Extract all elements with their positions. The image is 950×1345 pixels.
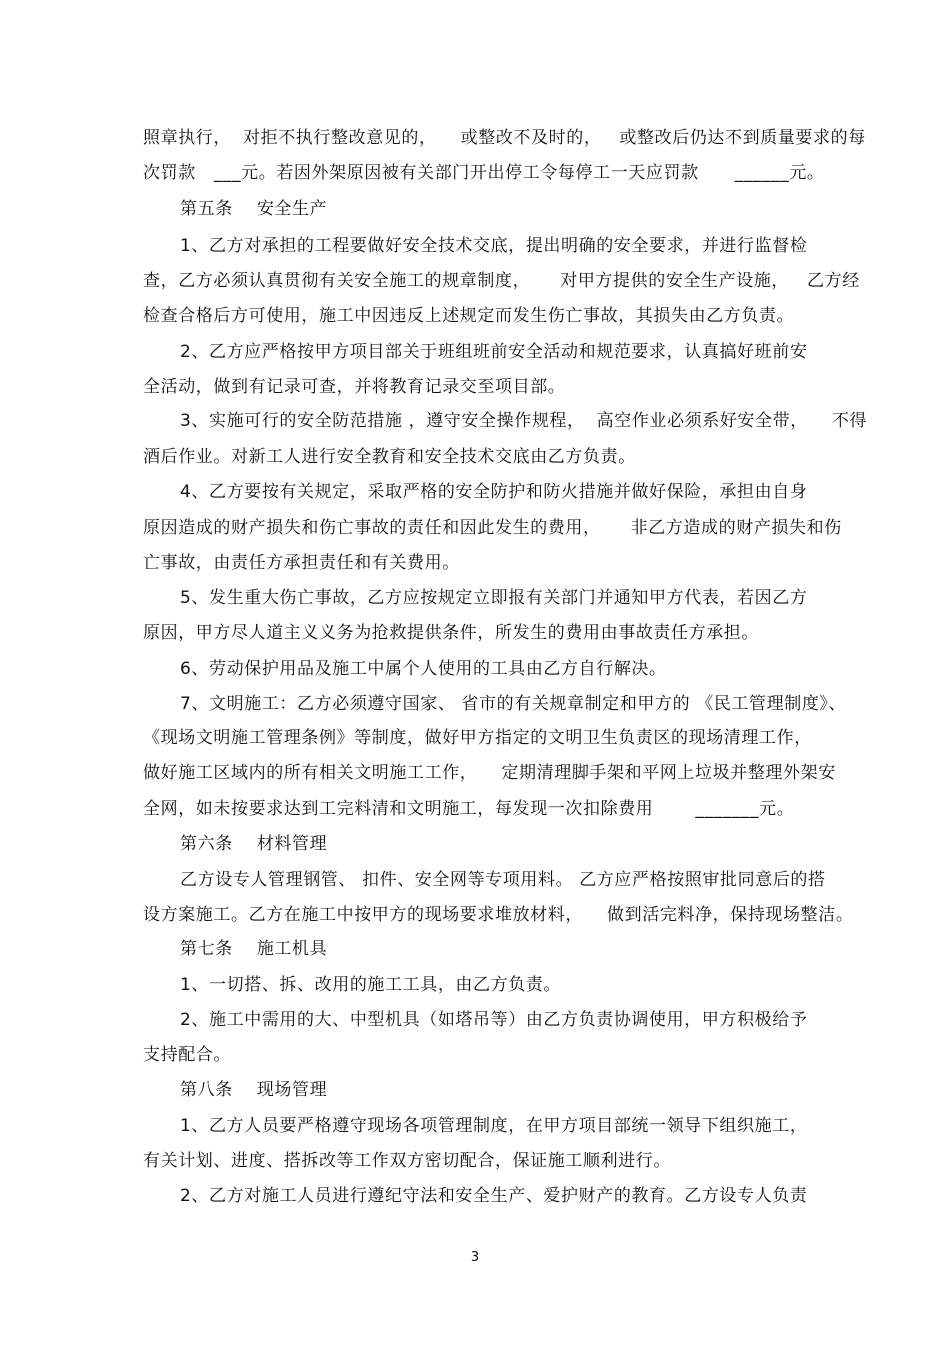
text-line: 设方案施工。乙方在施工中按甲方的现场要求堆放材料， 做到活完料净，保持现场整洁。: [143, 905, 854, 925]
text-line: 检查合格后方可使用，施工中因违反上述规定而发生伤亡事故，其损失由乙方负责。: [143, 306, 795, 326]
text-line: 原因造成的财产损失和伤亡事故的责任和因此发生的费用， 非乙方造成的财产损失和伤: [143, 518, 842, 538]
text-line: 乙方设专人管理钢管、 扣件、安全网等专项用料。 乙方应严格按照审批同意后的搭: [180, 870, 826, 890]
text-line: 4、乙方要按有关规定，采取严格的安全防护和防火措施并做好保险，承担由自身: [180, 482, 808, 502]
article-heading: 第八条 现场管理: [180, 1080, 328, 1100]
text-line: 2、乙方对施工人员进行遵纪守法和安全生产、爱护财产的教育。乙方设专人负责: [180, 1186, 808, 1206]
text-line: 1、乙方人员要严格遵守现场各项管理制度，在甲方项目部统一领导下组织施工，: [180, 1116, 808, 1136]
text-line: 次罚款 ___元。若因外架原因被有关部门开出停工令每停工一天应罚款 ______元。: [143, 163, 825, 183]
text-line: 《现场文明施工管理条例》等制度，做好甲方指定的文明卫生负责区的现场清理工作，: [143, 728, 812, 748]
text-line: 照章执行， 对拒不执行整改意见的， 或整改不及时的， 或整改后仍达不到质量要求的每: [143, 128, 866, 148]
article-heading: 第七条 施工机具: [180, 939, 328, 959]
text-line: 1、一切搭、拆、改用的施工工具，由乙方负责。: [180, 975, 562, 995]
text-line: 亡事故，由责任方承担责任和有关费用。: [143, 553, 460, 573]
text-line: 做好施工区域内的所有相关文明施工工作， 定期清理脚手架和平网上垃圾并整理外架安: [143, 763, 836, 783]
text-line: 查，乙方必须认真贯彻有关安全施工的规章制度， 对甲方提供的安全生产设施， 乙方经: [143, 271, 860, 291]
text-line: 全网，如未按要求达到工完料清和文明施工，每发现一次扣除费用 _______元。: [143, 799, 795, 819]
text-line: 1、乙方对承担的工程要做好安全技术交底，提出明确的安全要求，并进行监督检: [180, 236, 808, 256]
article-heading: 第五条 安全生产: [180, 199, 328, 219]
text-line: 7、文明施工：乙方必须遵守国家、 省市的有关规章制定和甲方的 《民工管理制度》、: [180, 694, 847, 714]
article-heading: 第六条 材料管理: [180, 834, 328, 854]
text-line: 全活动，做到有记录可查，并将教育记录交至项目部。: [143, 377, 566, 397]
text-line: 5、发生重大伤亡事故，乙方应按规定立即报有关部门并通知甲方代表，若因乙方: [180, 588, 808, 608]
text-line: 酒后作业。对新工人进行安全教育和安全技术交底由乙方负责。: [143, 447, 636, 467]
text-line: 2、乙方应严格按甲方项目部关于班组班前安全活动和规范要求，认真搞好班前安: [180, 342, 808, 362]
page-number: 3: [470, 1250, 480, 1265]
text-line: 3、实施可行的安全防范措施 ，遵守安全操作规程， 高空作业必须系好安全带， 不得: [180, 411, 868, 431]
text-line: 原因，甲方尽人道主义义务为抢救提供条件，所发生的费用由事故责任方承担。: [143, 623, 759, 643]
text-line: 2、施工中需用的大、中型机具（如塔吊等）由乙方负责协调使用，甲方积极给予: [180, 1010, 808, 1030]
text-line: 有关计划、进度、搭拆改等工作双方密切配合，保证施工顺利进行。: [143, 1151, 671, 1171]
text-line: 6、劳动保护用品及施工中属个人使用的工具由乙方自行解决。: [180, 659, 667, 679]
text-line: 支持配合。: [143, 1045, 231, 1065]
